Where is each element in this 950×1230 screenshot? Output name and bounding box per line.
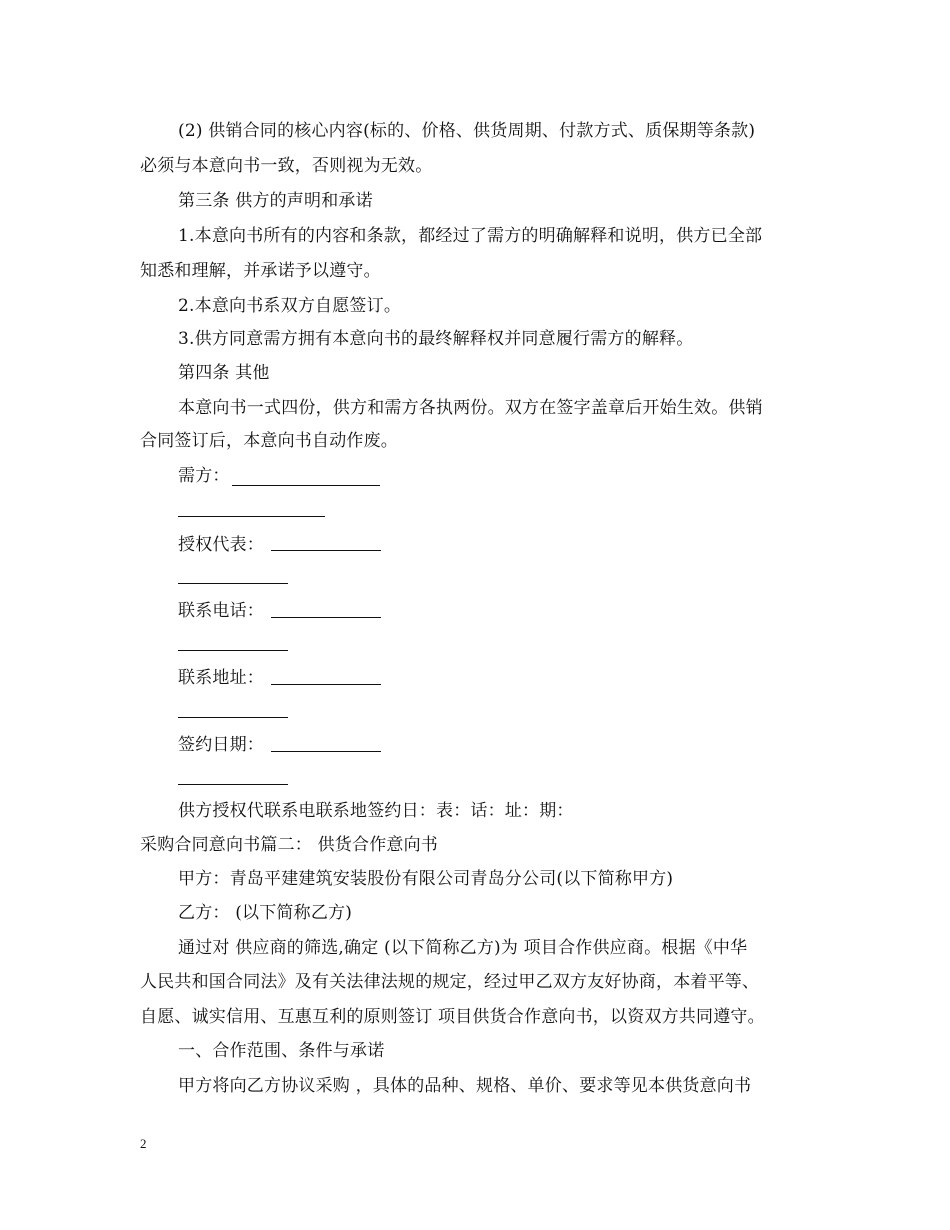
field-label-phone: 联系电话： <box>178 601 264 621</box>
field-label-address: 联系地址： <box>178 668 264 688</box>
paragraph-line: 1.本意向书所有的内容和条款，都经过了需方的明确解释和说明，供方已全部 <box>178 226 763 246</box>
page-number: 2 <box>140 1136 147 1151</box>
address-blank <box>271 684 381 685</box>
field-label-representative: 授权代表： <box>178 535 264 555</box>
representative-blank-continued <box>178 583 288 584</box>
article-heading: 第四条 其他 <box>178 363 270 383</box>
paragraph-line: 必须与本意向书一致，否则视为无效。 <box>140 156 433 176</box>
paragraph-line: 合同签订后，本意向书自动作废。 <box>140 431 398 451</box>
representative-blank <box>271 550 381 551</box>
party-a-line: 甲方：青岛平建建筑安装股份有限公司青岛分公司(以下简称甲方) <box>178 869 674 889</box>
paragraph-line: 通过对 供应商的筛选,确定 (以下简称乙方)为 项目合作供应商。根据《中华 <box>178 938 748 958</box>
date-blank <box>271 751 381 752</box>
paragraph-line: 2.本意向书系双方自愿签订。 <box>178 296 402 316</box>
paragraph-line: 人民共和国合同法》及有关法律法规的规定，经过甲乙双方友好协商，本着平等、 <box>140 972 760 992</box>
clause-heading: 一、合作范围、条件与承诺 <box>178 1041 385 1061</box>
article-heading: 第三条 供方的声明和承诺 <box>178 191 373 211</box>
party-b-line: 乙方： (以下简称乙方) <box>178 903 353 923</box>
paragraph-line: 自愿、诚实信用、互惠互利的原则签订 项目供货合作意向书，以资双方共同遵守。 <box>140 1007 765 1027</box>
paragraph-line: 3.供方同意需方拥有本意向书的最终解释权并同意履行需方的解释。 <box>178 329 694 349</box>
paragraph-line: 本意向书一式四份，供方和需方各执两份。双方在签字盖章后开始生效。供销 <box>178 398 763 418</box>
demander-blank <box>232 485 380 486</box>
address-blank-continued <box>178 717 288 718</box>
section-title: 采购合同意向书篇二： 供货合作意向书 <box>140 835 439 855</box>
paragraph-line: 供方授权代联系电联系地签约日：表：话：址：期： <box>178 801 574 821</box>
field-label-date: 签约日期： <box>178 735 264 755</box>
paragraph-line: 甲方将向乙方协议采购 ，具体的品种、规格、单价、要求等见本供货意向书 <box>178 1076 752 1096</box>
paragraph-line: (2) 供销合同的核心内容(标的、价格、供货周期、付款方式、质保期等条款) <box>178 121 756 141</box>
paragraph-line: 知悉和理解，并承诺予以遵守。 <box>140 261 381 281</box>
date-blank-continued <box>178 784 288 785</box>
phone-blank-continued <box>178 650 288 651</box>
demander-blank-continued <box>178 516 325 517</box>
phone-blank <box>271 617 381 618</box>
field-label-demander: 需方： <box>178 466 230 486</box>
